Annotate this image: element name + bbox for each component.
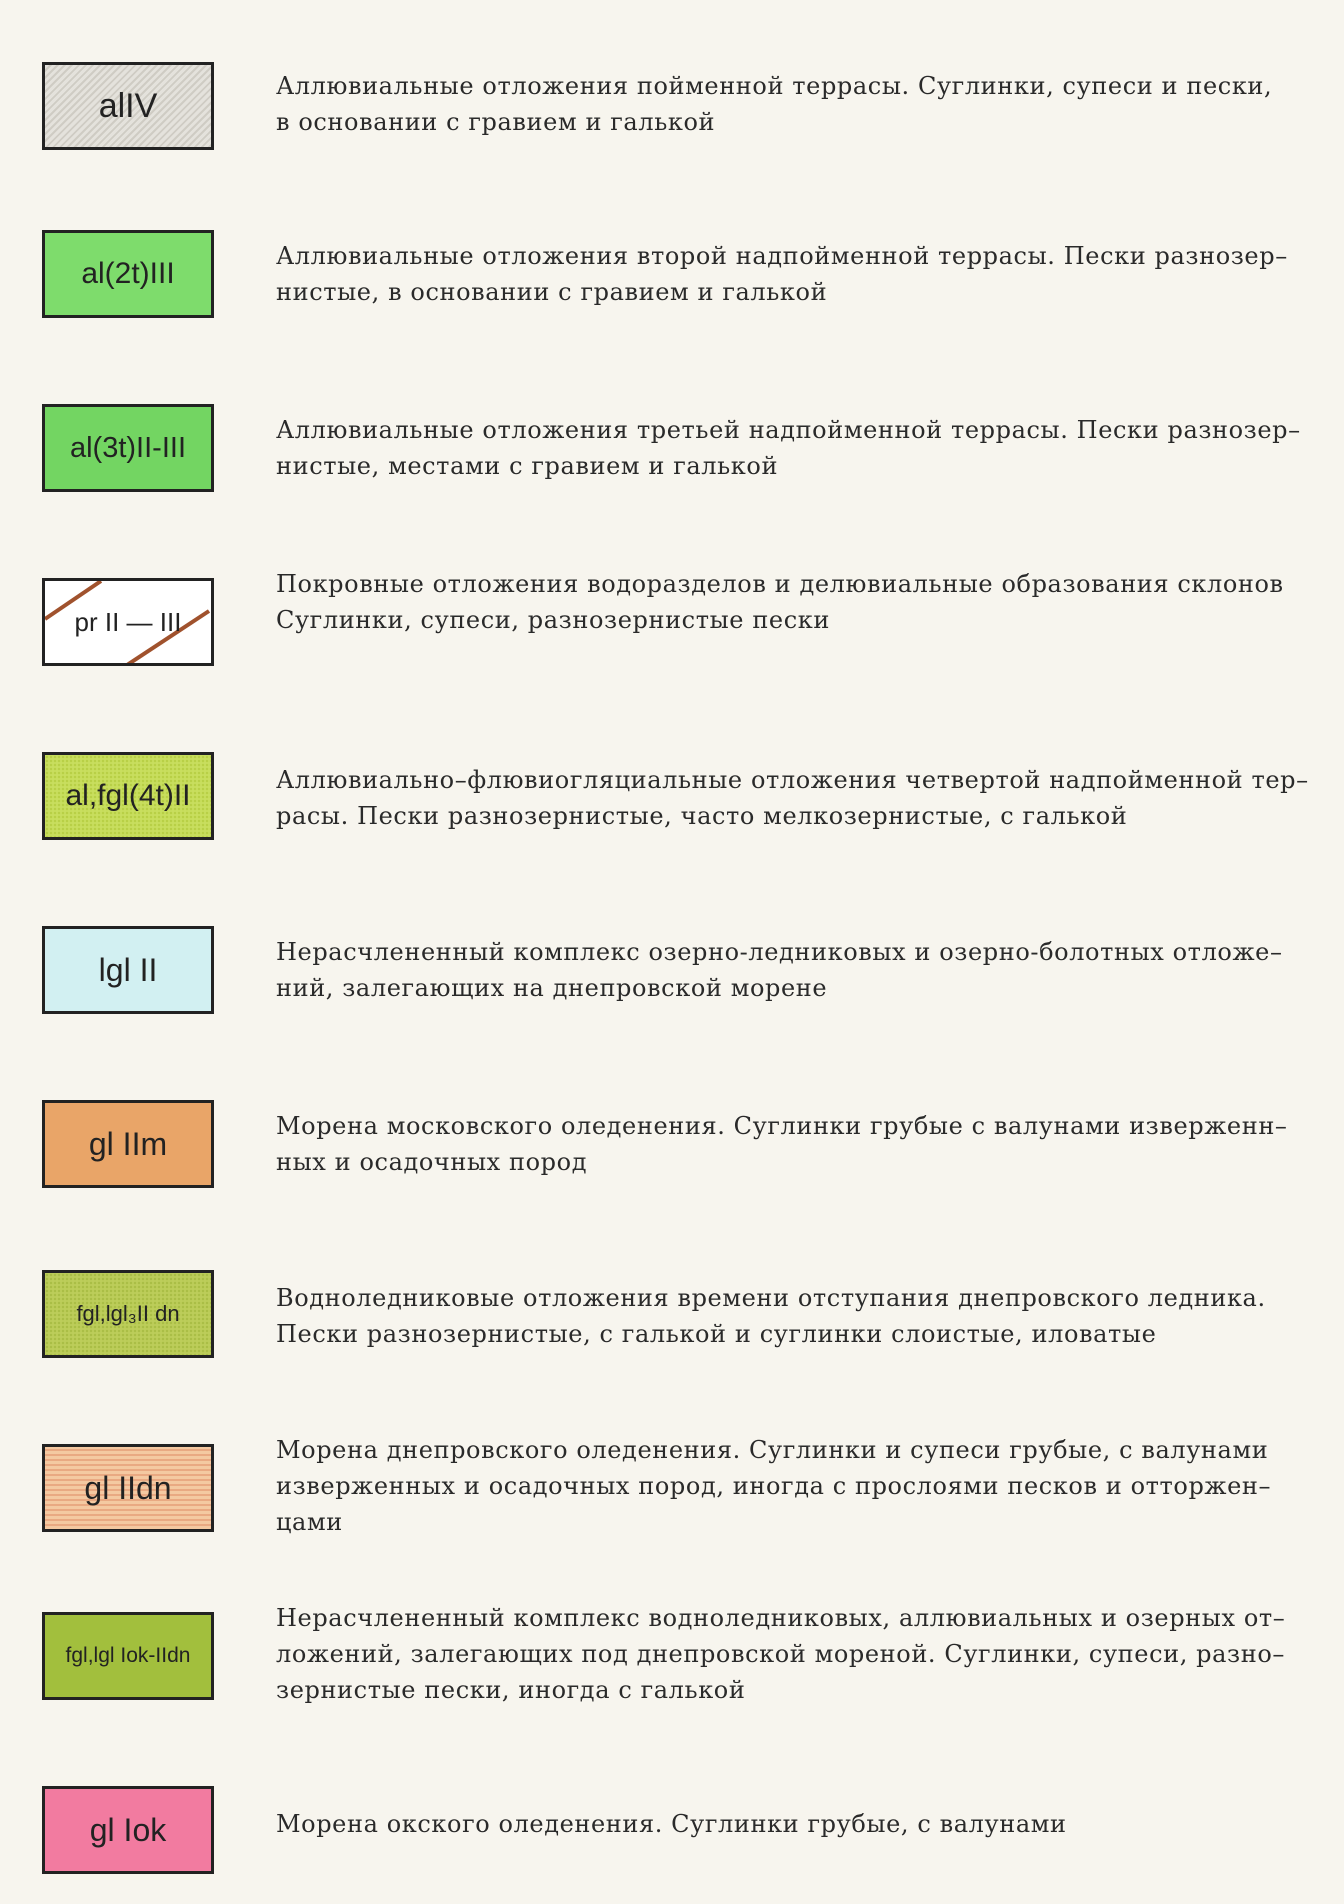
description-line: ложений, залегающих под днепровской мореной. Суглинки, супеси, разно– <box>276 1640 1285 1668</box>
legend-description <box>276 412 1306 484</box>
legend-swatch <box>42 752 214 840</box>
description-line: Покровные отложения водоразделов и делювиальные образования склонов <box>276 570 1284 598</box>
description-line: Морена московского оледенения. Суглинки грубые с валунами изверженн– <box>276 1112 1288 1140</box>
legend-swatch <box>42 1270 214 1358</box>
legend-description <box>276 934 1306 1006</box>
legend-description <box>276 1600 1306 1708</box>
description-line: Аллювиальные отложения третьей надпойменной террасы. Пески разнозер– <box>276 416 1301 444</box>
legend-code: lgl II <box>98 951 158 988</box>
description-line: Аллювиальные отложения второй надпойменной террасы. Пески разнозер– <box>276 242 1288 270</box>
description-line: нистые, в основании с гравием и галькой <box>276 278 828 306</box>
description-line: ных и осадочных пород <box>276 1148 588 1176</box>
legend-code: alIV <box>98 86 158 125</box>
legend-description <box>276 1432 1306 1540</box>
legend-swatch <box>42 62 214 150</box>
description-line: Нерасчлененный комплекс озерно-ледниковых и озерно-болотных отложе– <box>276 938 1283 966</box>
legend-description <box>276 68 1306 140</box>
legend-code: fgl,lgl Iok-IIdn <box>65 1644 191 1667</box>
description-line: цами <box>276 1508 343 1536</box>
description-line: Пески разнозернистые, с галькой и суглинки слоистые, иловатые <box>276 1320 1157 1348</box>
legend-code: al,fgl(4t)II <box>65 779 191 812</box>
description-line: в основании с гравием и галькой <box>276 108 716 136</box>
description-line: Морена днепровского оледенения. Суглинки и супеси грубые, с валунами <box>276 1436 1269 1464</box>
description-line: Аллювиально–флювиогляциальные отложения четвертой надпойменной тер– <box>276 766 1309 794</box>
legend-code: gl Iok <box>89 1811 167 1848</box>
description-line: Водноледниковые отложения времени отступания днепровского ледника. <box>276 1284 1266 1312</box>
legend-description <box>276 1280 1306 1352</box>
legend-swatch <box>42 578 214 666</box>
legend-code: al(2t)III <box>81 257 175 290</box>
legend-code: gl IIm <box>88 1125 168 1162</box>
description-line: нистые, местами с гравием и галькой <box>276 452 779 480</box>
legend-description <box>276 238 1306 310</box>
legend-swatch <box>42 1444 214 1532</box>
legend-swatch <box>42 1612 214 1700</box>
legend-code: pr II — III <box>74 606 182 637</box>
description-line: Аллювиальные отложения пойменной террасы. Суглинки, супеси и пески, <box>276 72 1273 100</box>
legend-description <box>276 1108 1306 1180</box>
legend-code: al(3t)II-III <box>69 431 186 464</box>
legend-description <box>276 566 1306 638</box>
legend-description <box>276 762 1309 834</box>
legend-swatch <box>42 926 214 1014</box>
legend-swatch <box>42 1100 214 1188</box>
description-line: ний, залегающих на днепровской морене <box>276 974 828 1002</box>
description-line: зернистые пески, иногда с галькой <box>276 1676 746 1704</box>
legend-swatch <box>42 404 214 492</box>
legend-swatch <box>42 230 214 318</box>
legend-code: gl IIdn <box>84 1469 172 1506</box>
description-line: Морена окского оледенения. Суглинки грубые, с валунами <box>276 1810 1067 1838</box>
legend-code: fgl,lgl₃II dn <box>76 1301 180 1326</box>
description-line: изверженных и осадочных пород, иногда с прослоями песков и отторжен– <box>276 1472 1272 1500</box>
description-line: Нерасчлененный комплекс водноледниковых, аллювиальных и озерных от– <box>276 1604 1286 1632</box>
description-line: расы. Пески разнозернистые, часто мелкозернистые, с галькой <box>276 802 1128 830</box>
legend-description <box>276 1806 1306 1842</box>
legend-swatch <box>42 1786 214 1874</box>
description-line: Суглинки, супеси, разнозернистые пески <box>276 606 830 634</box>
